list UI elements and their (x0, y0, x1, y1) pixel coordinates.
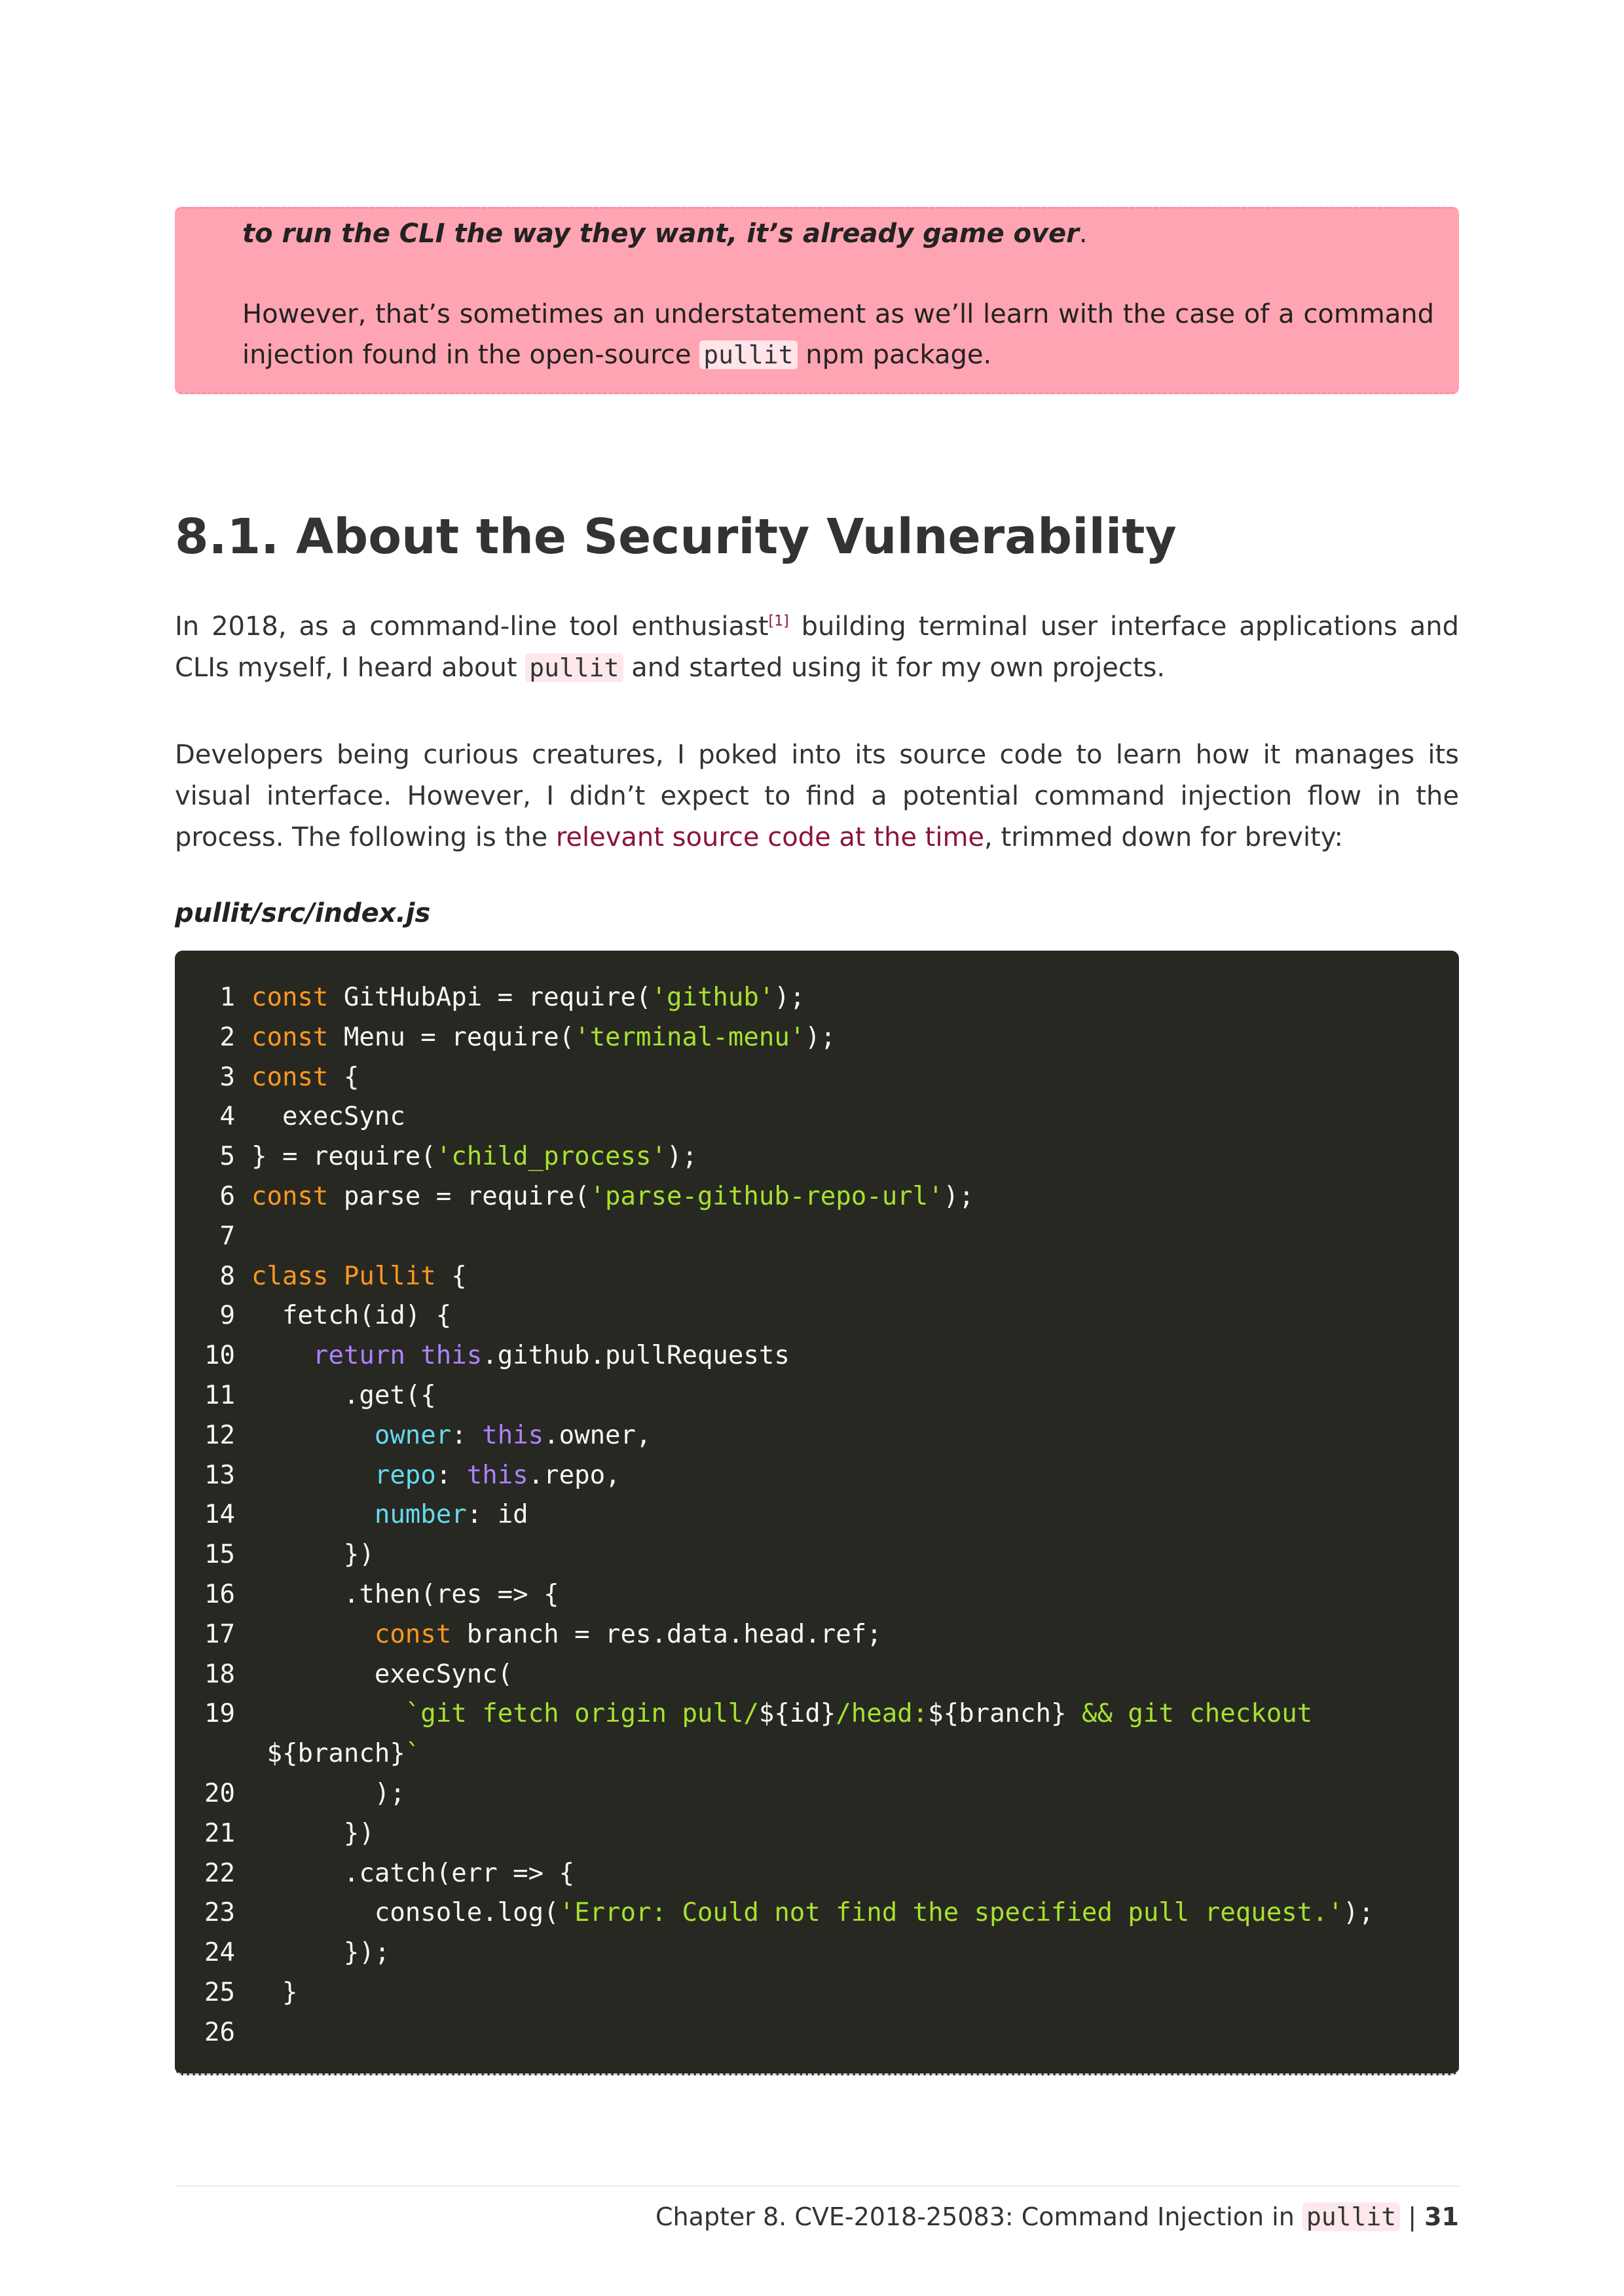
code-token: && git checkout (1066, 1699, 1313, 1729)
code-line (175, 1416, 1459, 1456)
line-number: 22 (204, 1858, 235, 1888)
para2-text: Developers being curious creatures, I poked into its source code to learn how it manages its visual interface. However, I didn’t expect to find a potential command injection flow in the process. The following is the (175, 740, 1459, 852)
code-token: const (251, 1181, 329, 1211)
code-text (251, 1814, 375, 1854)
code-line (175, 1694, 1459, 1774)
code-token: this (420, 1341, 483, 1371)
code-line (175, 1575, 1459, 1615)
source-code-link[interactable]: relevant source code at the time (555, 822, 985, 852)
code-token: .owner, (544, 1420, 652, 1450)
section-title: 8.1. About the Security Vulnerability (175, 509, 1177, 565)
code-text (251, 1058, 359, 1098)
code-token: 'github' (651, 983, 775, 1012)
code-token (251, 1699, 405, 1728)
callout-text-before: However, that’s sometimes an understatement as we’ll learn with the case of a command injection found in the open-source (242, 299, 1434, 370)
line-number: 20 (204, 1778, 235, 1808)
code-token: ); (943, 1181, 974, 1211)
code-text (251, 1296, 451, 1336)
code-token: }) (251, 1818, 375, 1848)
line-number: 3 (219, 1062, 235, 1092)
code-token: .then(res => { (251, 1579, 559, 1609)
code-token: .repo, (528, 1460, 621, 1490)
line-number: 23 (204, 1898, 235, 1928)
code-token: .catch(err => { (251, 1858, 575, 1888)
footer-divider (175, 2185, 1459, 2187)
code-token: execSync( (251, 1659, 513, 1689)
code-token: { (328, 1062, 360, 1092)
line-number: 13 (204, 1460, 235, 1490)
code-token: branch = res.data.head.ref; (451, 1619, 882, 1649)
code-line (175, 1018, 1459, 1058)
code-token (251, 1421, 375, 1450)
line-number: 16 (204, 1579, 235, 1609)
code-token: Pullit (343, 1261, 436, 1291)
inline-code: pullit (525, 653, 623, 682)
code-text (251, 1615, 882, 1655)
callout-text-after: npm package. (797, 340, 992, 370)
code-token: ); (666, 1142, 697, 1172)
code-token: this (466, 1460, 528, 1490)
footer-separator: | (1400, 2202, 1425, 2231)
code-line (175, 2013, 1459, 2053)
code-line (175, 1495, 1459, 1535)
code-text (251, 1495, 528, 1535)
code-line (175, 1456, 1459, 1496)
line-number: 11 (204, 1380, 235, 1410)
code-text (251, 978, 805, 1018)
code-line (175, 1217, 1459, 1257)
line-number: 19 (204, 1699, 235, 1729)
code-text (251, 1018, 836, 1058)
code-line (175, 1973, 1459, 2013)
code-token: : (435, 1460, 467, 1490)
code-token: 'child_process' (435, 1142, 667, 1172)
page-footer (655, 2197, 1459, 2236)
code-token: const (251, 1062, 329, 1092)
callout-box (175, 207, 1459, 394)
code-text (251, 1774, 405, 1814)
code-token: GitHubApi = require( (328, 983, 652, 1012)
code-line (175, 1336, 1459, 1376)
code-token: parse = require( (328, 1181, 590, 1211)
code-token: ); (251, 1778, 405, 1808)
page-number: 31 (1424, 2202, 1459, 2231)
code-token: return (312, 1341, 405, 1371)
line-number: 17 (204, 1619, 235, 1649)
code-text (251, 1416, 652, 1456)
footnote-ref[interactable]: [1] (768, 613, 789, 630)
code-text (251, 1893, 1374, 1933)
code-token: console.log( (251, 1898, 559, 1928)
line-number: 4 (219, 1102, 235, 1132)
code-token (251, 1500, 375, 1529)
line-number: 25 (204, 1977, 235, 2007)
code-text (251, 1933, 390, 1973)
code-text (251, 1336, 790, 1376)
code-text (251, 1456, 621, 1496)
code-line (175, 1257, 1459, 1297)
line-number: 12 (204, 1420, 235, 1450)
line-number: 21 (204, 1818, 235, 1848)
code-token: ); (1343, 1898, 1375, 1928)
code-token: 'terminal-menu' (574, 1022, 805, 1052)
code-token (251, 1341, 313, 1370)
code-token: /head: (836, 1699, 929, 1729)
footer-inline-code: pullit (1302, 2202, 1400, 2231)
code-token (328, 1262, 343, 1291)
para1-text: In 2018, as a command-line tool enthusiast (175, 611, 769, 642)
line-number: 15 (204, 1540, 235, 1570)
code-line (175, 1058, 1459, 1098)
line-number: 7 (219, 1221, 235, 1251)
code-token: ); (805, 1022, 836, 1052)
code-text (251, 1137, 697, 1177)
line-number: 1 (219, 983, 235, 1012)
code-token: .get({ (251, 1380, 436, 1410)
code-token: } (251, 1977, 298, 2007)
inline-code: pullit (699, 340, 797, 369)
code-text (251, 1973, 297, 2013)
code-line (175, 978, 1459, 1018)
code-text (251, 1655, 513, 1695)
para2-text-2: , trimmed down for brevity: (984, 822, 1343, 852)
code-token: } = require( (251, 1142, 436, 1172)
code-token: }); (251, 1938, 390, 1968)
line-number: 6 (219, 1181, 235, 1211)
para1-text-3: and started using it for my own projects. (623, 653, 1166, 683)
code-token: 'Error: Could not find the specified pull request.' (559, 1898, 1344, 1928)
code-line (175, 1655, 1459, 1695)
code-token (405, 1341, 420, 1370)
code-line (175, 1296, 1459, 1336)
paragraph-intro (175, 606, 1459, 689)
code-text (251, 1376, 436, 1416)
code-token: this (482, 1420, 544, 1450)
code-block (175, 951, 1459, 2075)
code-token: const (251, 983, 329, 1012)
code-token: Menu = require( (328, 1022, 575, 1052)
code-line (175, 1615, 1459, 1655)
code-line (175, 1535, 1459, 1575)
code-line (175, 1854, 1459, 1894)
callout-line1-end: . (1079, 219, 1088, 249)
callout-bold-text: to run the CLI the way they want, it’s already game over (242, 219, 1079, 249)
code-text (251, 1257, 467, 1297)
para1-text-2: building terminal user interface applications and CLIs myself, I heard about (175, 611, 1459, 683)
code-lines (175, 978, 1459, 2053)
code-line (175, 1177, 1459, 1217)
code-token (251, 1461, 375, 1490)
line-number: 2 (219, 1022, 235, 1052)
code-token: fetch(id) { (251, 1301, 452, 1331)
code-line (175, 1814, 1459, 1854)
code-line (175, 1097, 1459, 1137)
code-token: 'parse-github-repo-url' (589, 1181, 944, 1211)
code-token: number (374, 1500, 467, 1530)
code-line (175, 1774, 1459, 1814)
line-number: 5 (219, 1142, 235, 1172)
callout-line1 (242, 214, 1434, 253)
code-token (251, 1620, 375, 1649)
line-number: 8 (219, 1261, 235, 1291)
code-line (175, 1893, 1459, 1933)
line-number: 14 (204, 1500, 235, 1530)
code-token: ` (405, 1739, 421, 1769)
code-token: : (451, 1420, 483, 1450)
code-token: .github.pullRequests (482, 1341, 790, 1371)
code-token: ${branch} (267, 1739, 405, 1769)
code-token: repo (374, 1460, 436, 1490)
code-token: execSync (251, 1102, 405, 1132)
code-token: }) (251, 1540, 375, 1570)
line-number: 10 (204, 1341, 235, 1371)
code-text (251, 1177, 974, 1217)
code-line (175, 1933, 1459, 1973)
code-token: `git fetch origin pull/ (405, 1699, 759, 1729)
code-token: ${id} (758, 1699, 836, 1729)
code-line (175, 1137, 1459, 1177)
code-token: const (251, 1022, 329, 1052)
code-token: ${branch} (928, 1699, 1067, 1729)
code-text (251, 1854, 574, 1894)
code-token: : id (466, 1500, 528, 1530)
line-number: 24 (204, 1938, 235, 1968)
code-token: ); (774, 983, 805, 1012)
code-filename: pullit/src/index.js (175, 898, 431, 928)
paragraph-source (175, 735, 1459, 858)
footer-chapter: Chapter 8. CVE-2018-25083: Command Injection in (655, 2202, 1302, 2231)
code-text (251, 1097, 405, 1137)
code-line (175, 1376, 1459, 1416)
code-text (251, 1694, 1404, 1774)
code-text (251, 1535, 375, 1575)
callout-paragraph (242, 294, 1434, 375)
line-number: 18 (204, 1659, 235, 1689)
code-text (251, 1575, 559, 1615)
code-token: class (251, 1261, 329, 1291)
code-token: owner (374, 1420, 452, 1450)
code-token: const (374, 1619, 452, 1649)
code-token: { (435, 1261, 467, 1291)
line-number: 9 (219, 1301, 235, 1331)
line-number: 26 (204, 2017, 235, 2047)
